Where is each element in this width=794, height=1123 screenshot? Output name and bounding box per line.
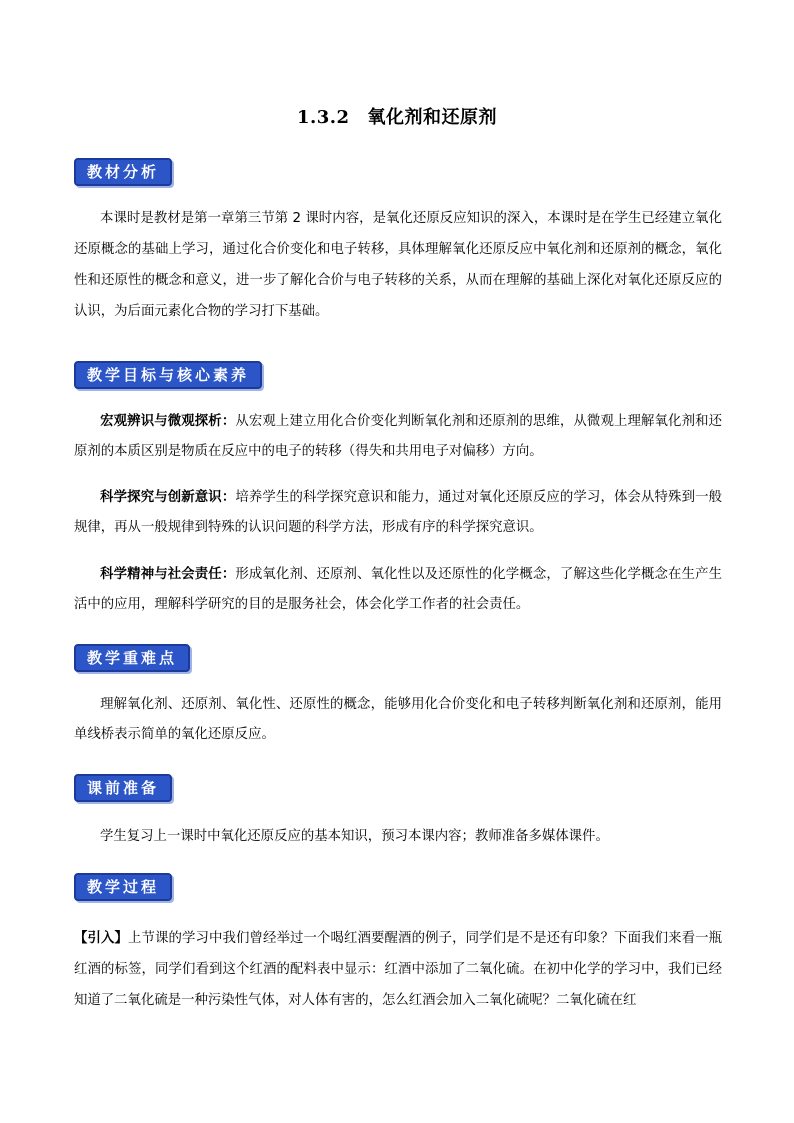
goal-label-2: 科学探究与创新意识： <box>100 490 236 505</box>
goal-text-3: 形成氧化剂、还原剂、氧化性以及还原性的化学概念，了解这些化学概念在生产生活中的应用，理解科学研究的目的是服务社会，体会化学工作者的社会责任。 <box>74 567 723 612</box>
goal-label-3: 科学精神与社会责任： <box>100 567 236 582</box>
analysis-paragraph <box>74 203 722 327</box>
prep-paragraph <box>74 821 722 852</box>
title-text: 氧化剂和还原剂 <box>367 107 498 128</box>
section-heading-analysis: 教材分析 <box>74 158 172 186</box>
section-heading-prep: 课前准备 <box>74 774 172 802</box>
goal-text-2: 培养学生的科学探究意识和能力，通过对氧化还原反应的学习，体会从特殊到一般规律，再从一般规律到特殊的认识问题的科学方法，形成有序的科学探究意识。 <box>74 490 723 535</box>
key-points-text: 理解氧化剂、还原剂、氧化性、还原性的概念，能够用化合价变化和电子转移判断氧化剂和还原剂，能用单线桥表示简单的氧化还原反应。 <box>74 697 722 742</box>
goal-paragraph-3 <box>74 560 722 620</box>
goal-paragraph-2 <box>74 483 722 543</box>
page-title <box>0 103 794 129</box>
section-heading-key-points: 教学重难点 <box>74 644 190 672</box>
prep-text: 学生复习上一课时中氧化还原反应的基本知识，预习本课内容；教师准备多媒体课件。 <box>100 829 609 844</box>
intro-label: 【引入】 <box>74 931 129 946</box>
process-text: 上节课的学习中我们曾经举过一个喝红酒要醒酒的例子，同学们是不是还有印象？下面我们来看一瓶红酒的标签，同学们看到这个红酒的配料表中显示：红酒中添加了二氧化硫。在初中化学的学习中，我们已经知道了二氧化硫是一种污染性气体，对人体有害的，怎么红酒会加入二氧化硫呢？二氧化硫在红 <box>74 931 723 1008</box>
section-heading-process: 教学过程 <box>74 873 172 901</box>
goal-paragraph-1 <box>74 407 722 467</box>
section-heading-goals: 教学目标与核心素养 <box>74 361 262 389</box>
process-paragraph <box>74 923 722 1016</box>
key-points-paragraph <box>74 690 722 750</box>
goal-label-1: 宏观辨识与微观探析： <box>100 414 236 429</box>
analysis-text: 本课时是教材是第一章第三节第 2 课时内容，是氧化还原反应知识的深入，本课时是在学生已经建立氧化还原概念的基础上学习，通过化合价变化和电子转移，具体理解氧化还原反应中氧化剂和还原剂的概念，氧化性和还原性的概念和意义，进一步了解化合价与电子转移的关系，从而在理解的基础上深化对氧化还原反应的认识，为后面元素化合物的学习打下基础。 <box>74 211 722 319</box>
title-number: 1.3.2 <box>296 107 350 128</box>
goal-text-1: 从宏观上建立用化合价变化判断氧化剂和还原剂的思维，从微观上理解氧化剂和还原剂的本质区别是物质在反应中的电子的转移（得失和共用电子对偏移）方向。 <box>74 414 723 459</box>
